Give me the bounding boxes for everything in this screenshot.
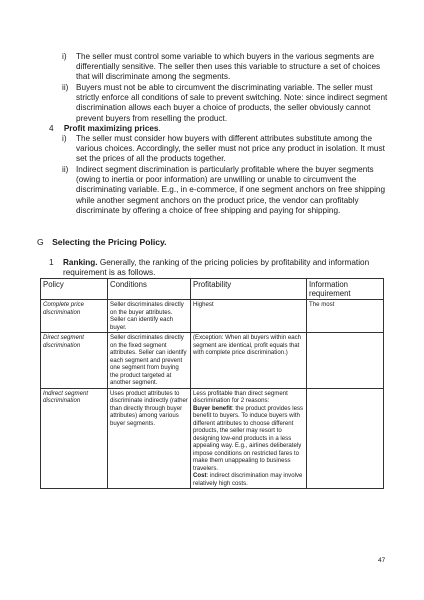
list-item-text: The seller must control some variable to which buyers in the various segments are differentially sensitive. The seller then uses this variable to structure a set of choices that will discriminate among the segments. — [76, 52, 381, 82]
ranking-text: Generally, the ranking of the pricing policies by profitability and information requirement is as follows. — [63, 258, 370, 278]
list-marker: i) — [62, 134, 67, 143]
conditions-cell: Seller discriminates directly on the fixed segment attributes. Seller can identify each segment and prevent one segment from buying the product targeted at another segment. — [108, 333, 191, 389]
section-heading — [37, 237, 167, 247]
list-item — [62, 83, 388, 124]
profitability-cell: (Exception: When all buyers within each segment are identical, profit equals that with complete price discrimination.) — [191, 333, 307, 389]
benefit-text: : the product provides less benefit to buyers. To induce buyers with different attributes to choose different products, the seller may resort to designing low-end products in a less appealing way. E.g., airlines deliberately impose conditions on restricted fares to make them unappealing to business travelers. — [193, 404, 304, 472]
information-cell — [307, 388, 384, 489]
conditions-cell: Uses product attributes to discriminate indirectly (rather than directly through buyer attributes) among various buyer segments. — [108, 388, 191, 489]
section-letter: G — [37, 237, 44, 247]
list-item — [62, 134, 388, 165]
table-row — [41, 388, 384, 489]
section-title: Selecting the Pricing Policy. — [52, 237, 167, 247]
list-item-text: Indirect segment discrimination is particularly profitable where the buyer segments (owing to inertia or poor information) are unwilling or unable to circumvent the discriminating variable. E.g., in e-commerce, if one segment anchors on free shipping while another segment anchors on the product price, the vendor can profitably discriminate by offering a choice of free shipping and paying for shipping. — [76, 165, 386, 215]
ranking-lead: Ranking. — [63, 258, 98, 267]
pricing-policy-table — [40, 278, 384, 489]
benefit-label: Buyer benefit — [193, 404, 232, 412]
list-item-text: Buyers must not be able to circumvent the discriminating variable. The seller must strictly enforce all conditions of sale to prevent switching. Note: since indirect segment discrimination allows each buyer a choice of products, the seller obviously cannot prevent buyers from reselling the product. — [76, 83, 388, 123]
conditions-cell: Seller discriminates directly on the buyer attributes. Seller can identify each buyer. — [108, 300, 191, 333]
information-cell: The most — [307, 300, 384, 333]
list-marker: ii) — [62, 165, 69, 174]
list-marker: i) — [62, 52, 67, 61]
table-row — [41, 333, 384, 389]
information-cell — [307, 333, 384, 389]
point-title-period: . — [158, 124, 161, 133]
ranking-number: 1 — [49, 258, 54, 267]
policy-cell: Direct segment discrimination — [41, 333, 108, 389]
table-row — [41, 300, 384, 333]
cost-text: : indirect discrimination may involve relatively high costs. — [193, 472, 303, 487]
header-profitability: Profitability — [191, 279, 307, 300]
header-conditions: Conditions — [108, 279, 191, 300]
table-header-row — [41, 279, 384, 300]
policy-cell: Complete price discrimination — [41, 300, 108, 333]
ranking-paragraph — [49, 258, 385, 278]
list-item — [62, 165, 388, 216]
list-marker: ii) — [62, 83, 69, 92]
header-policy: Policy — [41, 279, 108, 300]
list-item — [62, 52, 388, 83]
page-number: 47 — [378, 557, 386, 564]
policy-cell: Indirect segment discrimination — [41, 388, 108, 489]
list-item-text: The seller must consider how buyers with different attributes substitute among the various choices. Accordingly, the seller must not price any product in isolation. It must set the prices of all the products together. — [76, 134, 385, 164]
profitability-cell — [191, 388, 307, 489]
point-number: 4 — [49, 124, 54, 133]
header-information: Information requirement — [307, 279, 384, 300]
point-title: Profit maximizing prices — [63, 124, 159, 133]
profitability-intro: Less profitable than direct segment discrimination for 2 reasons: — [193, 389, 288, 405]
profitability-cell: Highest — [191, 300, 307, 333]
cost-label: Cost — [193, 472, 207, 480]
point-heading — [49, 124, 379, 134]
